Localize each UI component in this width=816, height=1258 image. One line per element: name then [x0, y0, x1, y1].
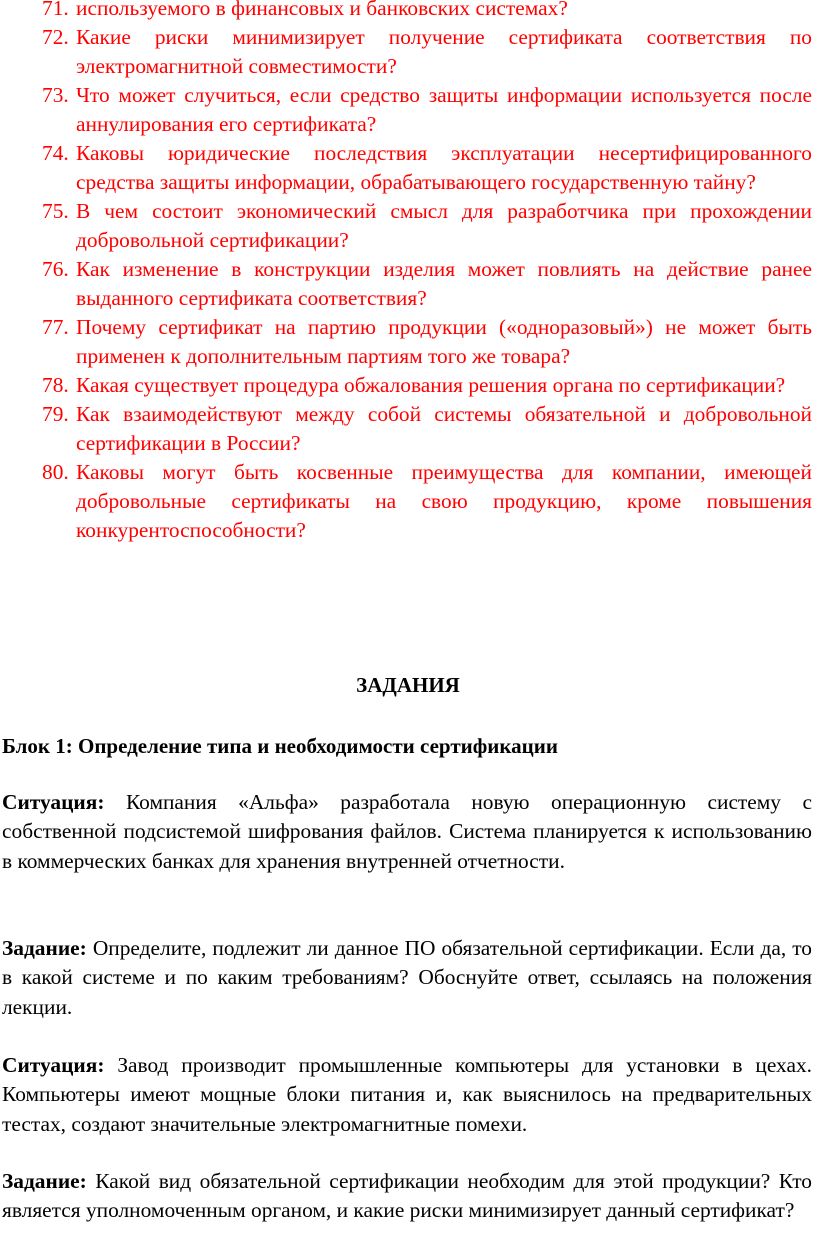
question-item: [0, 197, 816, 255]
question-item: [0, 255, 816, 313]
question-item: [0, 458, 816, 545]
task-label: Задание:: [2, 1169, 87, 1193]
question-item: [0, 313, 816, 371]
question-number: 71.: [42, 0, 69, 20]
question-list: [0, 0, 816, 545]
question-text: Каковы могут быть косвенные преимущества для компании, имеющей добровольные сертификаты на свою продукцию, кроме повышения конкурентоспособности?: [76, 460, 812, 542]
question-number: 74.: [42, 141, 69, 165]
question-text: Какие риски минимизирует получение сертификата соответствия по электромагнитной совместимости?: [76, 25, 812, 78]
task-paragraph: [2, 934, 812, 1022]
question-number: 77.: [42, 315, 69, 339]
question-item: [0, 139, 816, 197]
situation-label: Ситуация:: [2, 790, 105, 814]
question-number: 80.: [42, 460, 69, 484]
question-number: 76.: [42, 257, 69, 281]
question-text: Как взаимодействуют между собой системы обязательной и добровольной сертификации в России?: [76, 402, 812, 455]
situation-text: Завод производит промышленные компьютеры для установки в цехах. Компьютеры имеют мощные блоки питания и, как выяснилось на предварительных тестах, создают значительные электромагнитные помехи.: [2, 1053, 812, 1136]
question-item: [0, 81, 816, 139]
question-text: В чем состоит экономический смысл для разработчика при прохождении добровольной сертификации?: [76, 199, 812, 252]
question-number: 72.: [42, 25, 69, 49]
situation-paragraph: [2, 1051, 812, 1139]
question-text: Как изменение в конструкции изделия может повлиять на действие ранее выданного сертификата соответствия?: [76, 257, 812, 310]
question-item: [0, 0, 816, 23]
situation-label: Ситуация:: [2, 1053, 105, 1077]
question-text: используемого в финансовых и банковских системах?: [76, 0, 568, 20]
question-text: Почему сертификат на партию продукции («одноразовый») не может быть применен к дополнительным партиям того же товара?: [76, 315, 812, 368]
block-title: Блок 1: Определение типа и необходимости сертификации: [2, 734, 558, 758]
section-heading: ЗАДАНИЯ: [356, 673, 460, 697]
situation-text: Компания «Альфа» разработала новую операционную систему с собственной подсистемой шифрования файлов. Система планируется к использованию в коммерческих банках для хранения внутренней отчетности.: [2, 790, 812, 873]
question-item: [0, 371, 816, 400]
question-text: Каковы юридические последствия эксплуатации несертифицированного средства защиты информации, обрабатывающего государственную тайну?: [76, 141, 812, 194]
question-text: Что может случиться, если средство защиты информации используется после аннулирования его сертификата?: [76, 83, 812, 136]
task-text: Определите, подлежит ли данное ПО обязательной сертификации. Если да, то в какой системе и по каким требованиям? Обоснуйте ответ, ссылаясь на положения лекции.: [2, 936, 812, 1019]
question-number: 78.: [42, 373, 69, 397]
question-number: 75.: [42, 199, 69, 223]
question-item: [0, 23, 816, 81]
question-text: Какая существует процедура обжалования решения органа по сертификации?: [76, 373, 786, 397]
task-text: Какой вид обязательной сертификации необходим для этой продукции? Кто является уполномоченным органом, и какие риски минимизирует данный сертификат?: [2, 1169, 812, 1223]
situation-paragraph: [2, 788, 812, 876]
question-item: [0, 400, 816, 458]
question-number: 79.: [42, 402, 69, 426]
task-label: Задание:: [2, 936, 87, 960]
question-number: 73.: [42, 83, 69, 107]
task-paragraph: [2, 1167, 812, 1226]
